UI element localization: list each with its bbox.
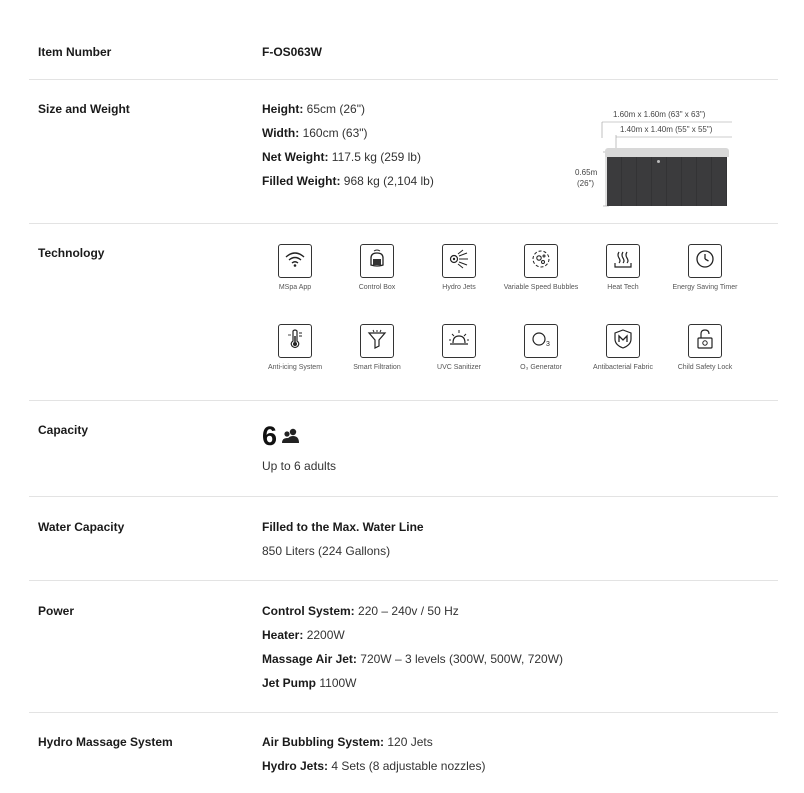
outer-dimension: 1.60m x 1.60m (63" x 63") bbox=[613, 110, 706, 119]
lock-icon bbox=[694, 328, 716, 355]
height-dimension: 0.65m bbox=[575, 168, 598, 177]
control-system-line: Control System: 220 – 240v / 50 Hz bbox=[262, 604, 459, 618]
tech-mspa-app bbox=[255, 244, 335, 292]
tech-energy-saving-timer bbox=[665, 244, 745, 292]
filled-weight-line: Filled Weight: 968 kg (2,104 lb) bbox=[262, 174, 434, 188]
row-label: Hydro Massage System bbox=[38, 735, 173, 749]
tech-variable-speed-bubbles bbox=[501, 244, 581, 292]
tech-label: Variable Speed Bubbles bbox=[503, 284, 579, 291]
row-label: Power bbox=[38, 604, 75, 618]
height-dimension-inches: (26") bbox=[577, 179, 595, 188]
net-weight-line: Net Weight: 117.5 kg (259 lb) bbox=[262, 150, 421, 164]
height-line: Height: 65cm (26") bbox=[262, 102, 365, 116]
spa-dimension-diagram bbox=[572, 110, 732, 215]
tech-label: Hydro Jets bbox=[442, 284, 476, 291]
tech-label: Antibacterial Fabric bbox=[593, 364, 653, 371]
hydro-jets-icon bbox=[448, 248, 470, 275]
size-values bbox=[262, 102, 434, 198]
water-title: Filled to the Max. Water Line bbox=[262, 520, 424, 534]
filter-icon bbox=[366, 328, 388, 355]
row-capacity bbox=[29, 401, 778, 497]
clock-icon bbox=[694, 248, 716, 275]
tech-uvc-sanitizer bbox=[419, 324, 499, 372]
tech-anti-icing bbox=[255, 324, 335, 372]
tech-label: Control Box bbox=[358, 284, 396, 291]
capacity-text: Up to 6 adults bbox=[262, 459, 337, 473]
people-icon bbox=[281, 428, 301, 449]
hydro-values bbox=[262, 735, 485, 783]
wifi-icon bbox=[284, 248, 306, 275]
tech-label: O₃ Generator bbox=[520, 364, 562, 371]
heat-icon bbox=[612, 248, 634, 275]
row-size-weight bbox=[29, 80, 778, 224]
tech-o3-generator bbox=[501, 324, 581, 372]
svg-text:3: 3 bbox=[546, 340, 550, 348]
tech-label: Energy Saving Timer bbox=[672, 284, 738, 291]
jet-pump-line: Jet Pump 1100W bbox=[262, 676, 357, 690]
air-bubbling-line: Air Bubbling System: 120 Jets bbox=[262, 735, 433, 749]
spa-tub bbox=[605, 148, 729, 206]
row-technology bbox=[29, 224, 778, 401]
heater-line: Heater: 2200W bbox=[262, 628, 345, 642]
item-number-value: F-OS063W bbox=[262, 45, 323, 59]
tech-label: Smart Filtration bbox=[353, 364, 401, 371]
bubbles-icon bbox=[530, 248, 552, 275]
row-hydro-massage bbox=[29, 713, 778, 793]
row-label: Item Number bbox=[38, 45, 112, 59]
row-label: Size and Weight bbox=[38, 102, 130, 116]
control-box-icon bbox=[366, 248, 388, 275]
row-power bbox=[29, 581, 778, 713]
power-values bbox=[262, 604, 563, 700]
inner-dimension: 1.40m x 1.40m (55" x 55") bbox=[620, 125, 713, 134]
sun-icon bbox=[448, 328, 470, 355]
tech-hydro-jets bbox=[419, 244, 499, 292]
tech-heat-tech bbox=[583, 244, 663, 292]
row-label: Water Capacity bbox=[38, 520, 125, 534]
shield-icon bbox=[612, 328, 634, 355]
tech-label: Heat Tech bbox=[607, 284, 639, 291]
tech-control-box bbox=[337, 244, 417, 292]
row-water-capacity bbox=[29, 497, 778, 581]
thermometer-icon bbox=[284, 328, 306, 355]
width-line: Width: 160cm (63") bbox=[262, 126, 368, 140]
tech-child-safety-lock bbox=[665, 324, 745, 372]
tech-smart-filtration bbox=[337, 324, 417, 372]
ozone-icon bbox=[530, 328, 552, 355]
row-item-number bbox=[29, 28, 778, 80]
tech-label: MSpa App bbox=[278, 284, 312, 291]
tech-label: Child Safety Lock bbox=[677, 364, 733, 371]
hydro-jets-line: Hydro Jets: 4 Sets (8 adjustable nozzles) bbox=[262, 759, 486, 773]
row-label: Capacity bbox=[38, 423, 89, 437]
tech-antibacterial-fabric bbox=[583, 324, 663, 372]
water-values bbox=[262, 520, 424, 568]
tech-label: UVC Sanitizer bbox=[437, 364, 481, 371]
massage-air-jet-line: Massage Air Jet: 720W – 3 levels (300W, 500W, 720W) bbox=[262, 652, 564, 666]
tech-label: Anti-icing System bbox=[267, 364, 323, 371]
capacity-number: 6 bbox=[262, 421, 278, 451]
water-value: 850 Liters (224 Gallons) bbox=[262, 544, 391, 558]
row-label: Technology bbox=[38, 246, 105, 260]
